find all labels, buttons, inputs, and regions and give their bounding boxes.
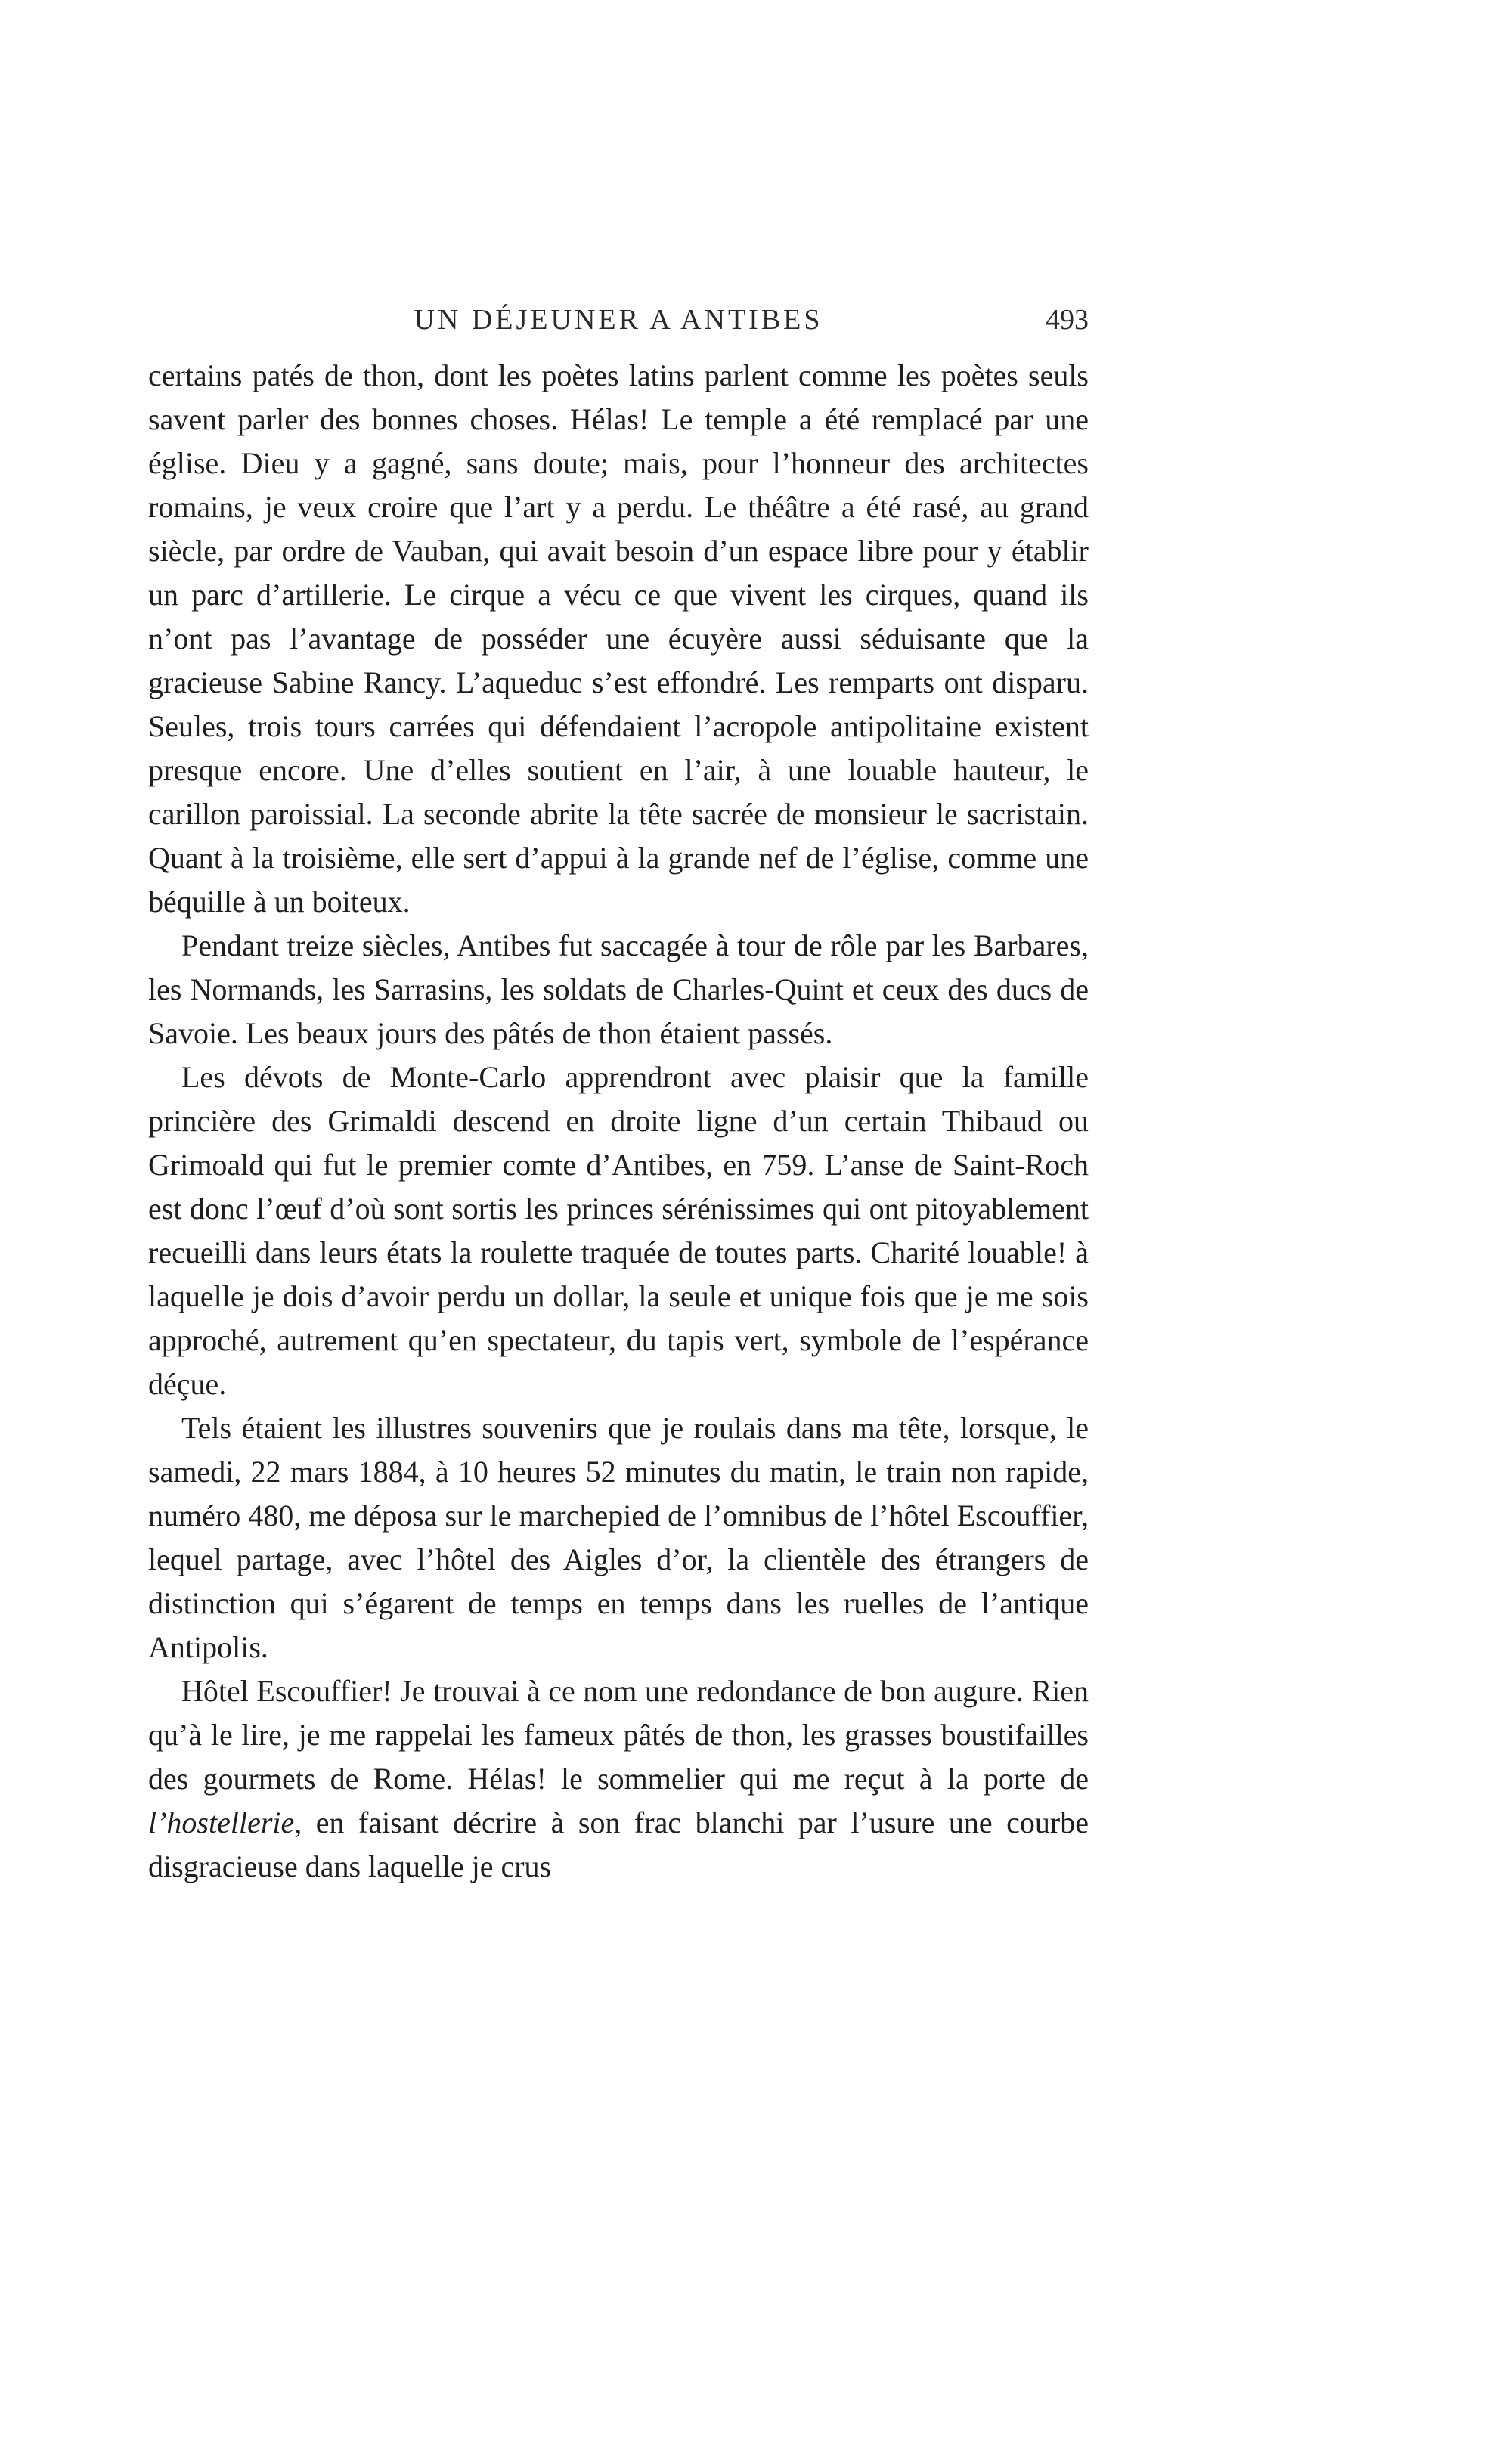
running-title: UN DÉJEUNER A ANTIBES bbox=[414, 304, 823, 336]
paragraph-1: certains patés de thon, dont les poètes latins parlent comme les poètes seuls savent parler des bonnes choses. Hélas! Le temple a été remplacé par une église. Dieu y a gagné, sans doute; mais, pour l’honneur des architectes romains, je veux croire que l’art y a perdu. Le théâtre a été rasé, au grand siècle, par ordre de Vauban, qui avait besoin d’un espace libre pour y établir un parc d’artillerie. Le cirque a vécu ce que vivent les cirques, quand ils n’ont pas l’avantage de posséder une écuyère aussi séduisante que la gracieuse Sabine Rancy. L’aqueduc s’est effondré. Les remparts ont disparu. Seules, trois tours carrées qui défendaient l’acropole antipolitaine existent presque encore. Une d’elles soutient en l’air, à une louable hauteur, le carillon paroissial. La seconde abrite la tête sacrée de monsieur le sacristain. Quant à la troisième, elle sert d’appui à la grande nef de l’église, comme une béquille à un boiteux. bbox=[148, 358, 1089, 919]
running-head bbox=[148, 301, 1089, 339]
paragraph-5-text-after: , en faisant décrire à son frac blanchi par l’usure une courbe disgracieuse dans laquelle je crus bbox=[148, 1805, 1089, 1883]
body-text bbox=[148, 354, 1089, 1889]
paragraph-4: Tels étaient les illustres souvenirs que je roulais dans ma tête, lorsque, le samedi, 22 mars 1884, à 10 heures 52 minutes du matin, le train non rapide, numéro 480, me déposa sur le marchepied de l’omnibus de l’hôtel Escouffier, lequel partage, avec l’hôtel des Aigles d’or, la clientèle des étrangers de distinction qui s’égarent de temps en temps dans les ruelles de l’antique Antipolis. bbox=[148, 1411, 1089, 1664]
paragraph-2: Pendant treize siècles, Antibes fut saccagée à tour de rôle par les Barbares, les Normands, les Sarrasins, les soldats de Charles-Quint et ceux des ducs de Savoie. Les beaux jours des pâtés de thon étaient passés. bbox=[148, 928, 1089, 1050]
paragraph-5 bbox=[148, 1669, 1089, 1889]
italic-hostellerie: l’hostellerie bbox=[148, 1805, 295, 1839]
paragraph-5-text-before: Hôtel Escouffier! Je trouvai à ce nom une redondance de bon augure. Rien qu’à le lire, je me rappelai les fameux pâtés de thon, les grasses boustifailles des gourmets de Rome. Hélas! le sommelier qui me reçut à la porte de bbox=[148, 1674, 1089, 1796]
page-number: 493 bbox=[1046, 304, 1089, 336]
paragraph-3: Les dévots de Monte-Carlo apprendront avec plaisir que la famille princière des Grimaldi descend en droite ligne d’un certain Thibaud ou Grimoald qui fut le premier comte d’Antibes, en 759. L’anse de Saint-Roch est donc l’œuf d’où sont sortis les princes sérénissimes qui ont pitoyablement recueilli dans leurs états la roulette traquée de toutes parts. Charité louable! à laquelle je dois d’avoir perdu un dollar, la seule et unique fois que je me sois approché, autrement qu’en spectateur, du tapis vert, symbole de l’espérance déçue. bbox=[148, 1060, 1089, 1401]
